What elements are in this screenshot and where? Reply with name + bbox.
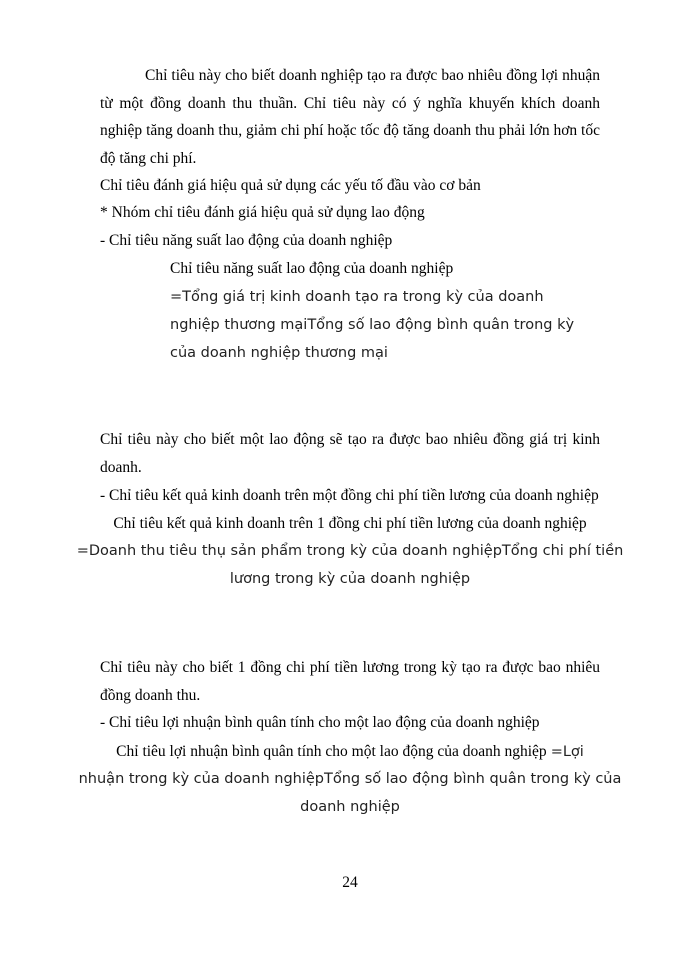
item-labor-productivity: - Chỉ tiêu năng suất lao động của doanh nghiệp xyxy=(100,232,393,249)
section-heading-labor-group: * Nhóm chỉ tiêu đánh giá hiệu quả sử dụng lao động xyxy=(100,204,425,221)
formula2-title: Chỉ tiêu kết quả kinh doanh trên 1 đồng chi phí tiền lương của doanh nghiệp xyxy=(113,515,587,532)
section-heading-inputs: Chỉ tiêu đánh giá hiệu quả sử dụng các yếu tố đầu vào cơ bản xyxy=(100,177,481,194)
formula3-equals: =Lợi xyxy=(550,744,584,760)
formula2-line2: lương trong kỳ của doanh nghiệp xyxy=(229,571,471,587)
formula3-title-row xyxy=(0,738,700,766)
formula3-title: Chỉ tiêu lợi nhuận bình quân tính cho một lao động của doanh nghiệp xyxy=(116,743,547,760)
formula1-line2: nghiệp thương mạiTổng số lao động bình quân trong kỳ xyxy=(170,317,575,333)
item-wage-result: - Chỉ tiêu kết quả kinh doanh trên một đồng chi phí tiền lương của doanh nghiệp xyxy=(100,487,599,504)
formula2-line1: =Doanh thu tiêu thụ sản phẩm trong kỳ của doanh nghiệpTổng chi phí tiền xyxy=(76,543,624,559)
intro-paragraph: Chỉ tiêu này cho biết doanh nghiệp tạo ra được bao nhiêu đồng lợi nhuận từ một đồng doanh thu thuần. Chỉ tiêu này có ý nghĩa khuyến khích doanh nghiệp tăng doanh thu, giảm chi phí hoặc tốc độ tăng doanh thu phải lớn hơn tốc độ tăng chi phí. xyxy=(100,67,600,167)
formula1-line1: =Tổng giá trị kinh doanh tạo ra trong kỳ của doanh xyxy=(170,289,544,305)
labor-meaning-paragraph: Chỉ tiêu này cho biết một lao động sẽ tạo ra được bao nhiêu đồng giá trị kinh doanh. xyxy=(100,431,600,476)
page-number: 24 xyxy=(342,874,358,891)
item-avg-profit: - Chỉ tiêu lợi nhuận bình quân tính cho một lao động của doanh nghiệp xyxy=(100,714,540,731)
formula1-title: Chỉ tiêu năng suất lao động của doanh nghiệp xyxy=(170,260,454,277)
wage-meaning-paragraph: Chỉ tiêu này cho biết 1 đồng chi phí tiền lương trong kỳ tạo ra được bao nhiêu đồng doanh thu. xyxy=(100,659,600,704)
formula3-line2: doanh nghiệp xyxy=(300,799,400,815)
formula3-line1: nhuận trong kỳ của doanh nghiệpTổng số lao động bình quân trong kỳ của xyxy=(78,771,622,787)
formula1-line3: của doanh nghiệp thương mại xyxy=(170,345,388,361)
